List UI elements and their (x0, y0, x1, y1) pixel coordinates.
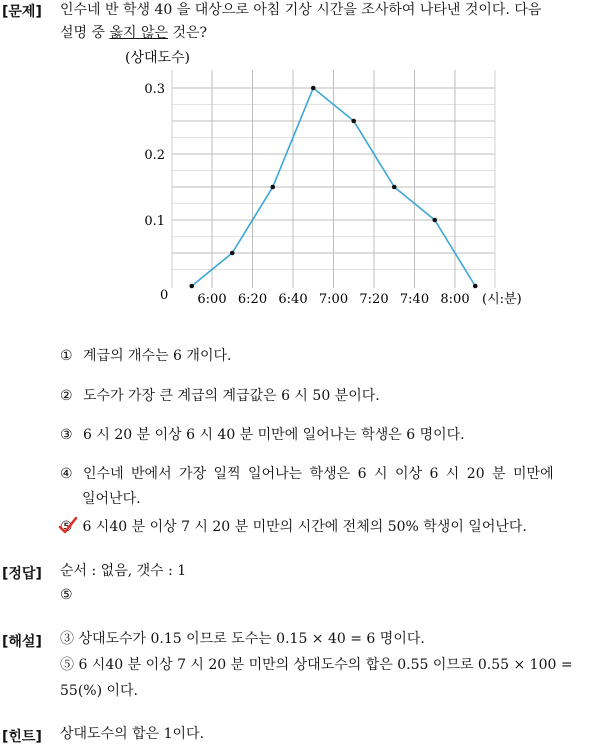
option-1[interactable] (60, 345, 231, 365)
x-axis-label: (시:분) (482, 292, 522, 307)
x-tick-label: 7:00 (318, 292, 349, 307)
data-point (270, 185, 275, 190)
relative-frequency-chart (0, 0, 591, 320)
option-5[interactable] (60, 516, 527, 536)
answer-line2: ⑤ (60, 587, 73, 603)
y-ticks (144, 82, 165, 229)
data-point (392, 185, 397, 190)
x-tick-label: 8:00 (440, 292, 470, 307)
option-4-text-continued: 일어난다. (82, 491, 141, 507)
explanation-line2: ⑤ 6 시40 분 이상 7 시 20 분 미만의 상대도수의 합은 0.55 이므로 0.55 × 100 = (60, 657, 573, 673)
x-tick-label: 6:00 (197, 292, 227, 307)
data-point (432, 218, 437, 223)
y-tick-label: 0.3 (144, 82, 165, 97)
x-tick-label: 6:20 (237, 292, 268, 307)
option-1-text: 계급의 개수는 6 개이다. (83, 348, 232, 364)
answer-tag: [정답] (2, 566, 42, 582)
question-tag: [문제] (2, 4, 42, 20)
data-point (473, 284, 478, 289)
explanation-line3: 55(%) 이다. (60, 683, 138, 699)
explanation-line1: ③ 상대도수가 0.15 이므로 도수는 0.15 × 40 = 6 명이다. (60, 631, 425, 647)
origin-label: 0 (160, 288, 169, 303)
x-tick-label: 7:20 (359, 292, 389, 307)
explanation-tag: [해설] (2, 634, 42, 650)
data-point (189, 284, 194, 289)
y-tick-label: 0.1 (144, 214, 165, 229)
x-ticks (197, 292, 469, 307)
hint-text: 상대도수의 합은 1이다. (60, 726, 204, 742)
option-4[interactable] (60, 463, 554, 483)
y-axis-label: (상대도수) (125, 50, 191, 66)
x-tick-label: 7:40 (399, 292, 430, 307)
option-2-text: 도수가 가장 큰 계급의 계급값은 6 시 50 분이다. (83, 388, 380, 404)
question-line1: 인수네 반 학생 40 을 대상으로 아침 기상 시간을 조사하여 나타낸 것이다. 다음 (60, 2, 542, 18)
hint-tag: [힌트] (2, 729, 42, 745)
option-4-text: 인수네 반에서 가장 일찍 일어나는 학생은 6 시 이상 6 시 20 분 미만에 (83, 466, 554, 482)
y-tick-label: 0.2 (144, 148, 165, 163)
option-3-text: 6 시 20 분 이상 6 시 40 분 미만에 일어나는 학생은 6 명이다. (83, 427, 465, 443)
question-line2-post: 것은? (168, 25, 208, 41)
check-mark-icon (58, 517, 78, 535)
option-3-number: ③ (60, 427, 73, 443)
question-underlined: 옳지 않은 (109, 25, 169, 41)
option-2-number: ② (60, 388, 73, 404)
option-5-number: ⑤ (60, 519, 76, 535)
chart-grid (172, 70, 495, 288)
data-point (311, 86, 316, 91)
answer-line1: 순서 : 없음, 갯수 : 1 (60, 563, 187, 579)
option-2[interactable] (60, 385, 380, 405)
option-3[interactable] (60, 424, 465, 444)
option-4-number: ④ (60, 466, 73, 482)
data-point (230, 251, 235, 256)
data-point (351, 119, 356, 124)
option-5-text: 6 시40 분 이상 7 시 20 분 미만의 시간에 전체의 50% 학생이 일어난다. (82, 519, 527, 535)
question-line2-pre: 설명 중 (60, 25, 110, 41)
option-1-number: ① (60, 348, 73, 364)
x-tick-label: 6:40 (278, 292, 308, 307)
